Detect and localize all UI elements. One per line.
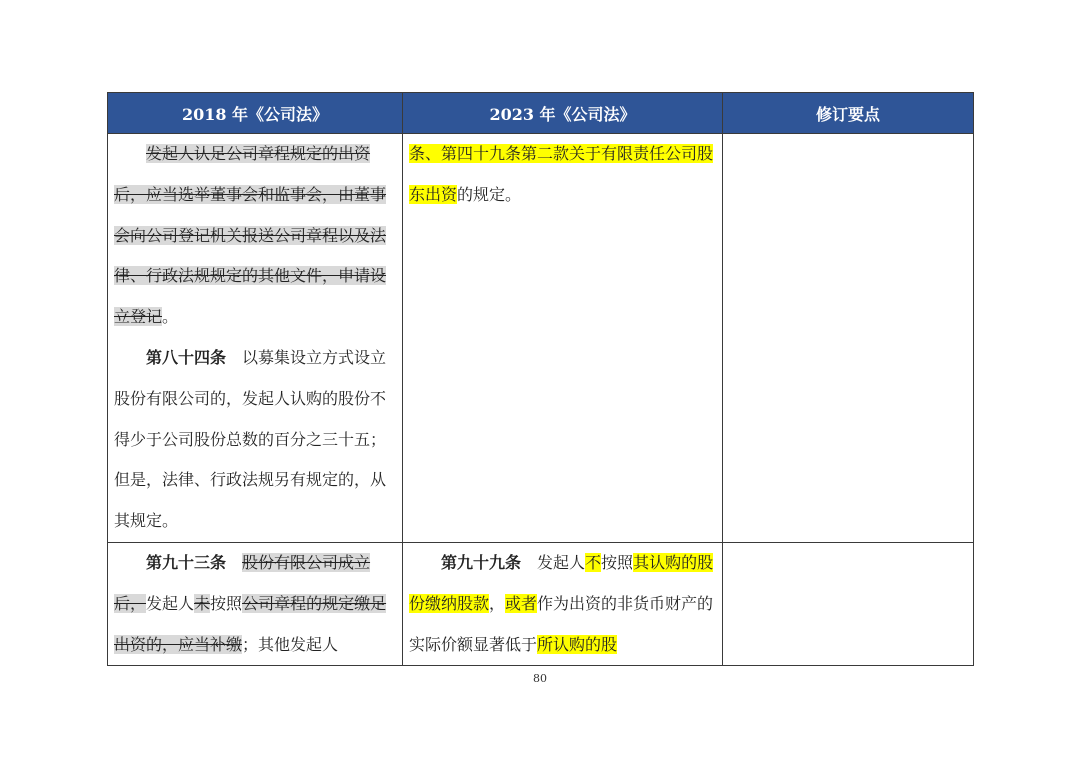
highlighted-text: 或者 — [505, 593, 538, 613]
deleted-text: 公司章程的规定缴足出资的，应当补缴 — [114, 593, 387, 654]
plain-text: 按照 — [210, 593, 243, 613]
header-2018: 2018 年《公司法》 — [108, 93, 403, 134]
spacer-text — [226, 553, 242, 572]
plain-text: 发起人 — [146, 593, 195, 613]
article-title: 第八十四条 — [146, 347, 227, 367]
table-row — [108, 542, 974, 665]
deleted-text: 发起人认足公司章程规定的出资后，应当选举董事会和监事会，由董事会向公司登记机关报送公司章程以及法律、行政法规规定的其他文件，申请设立登记 — [114, 144, 387, 327]
old-article-93 — [114, 543, 396, 665]
plain-text: 发起人 — [521, 552, 586, 572]
old-paragraph-deleted — [114, 134, 396, 338]
period: 。 — [162, 307, 179, 327]
highlighted-text: 不 — [585, 552, 602, 572]
revision-notes-cell — [723, 542, 974, 665]
old-law-cell — [108, 542, 403, 665]
comparison-table — [107, 92, 974, 666]
table-header-row — [108, 93, 974, 134]
page-number: 80 — [533, 672, 547, 685]
plain-text: 按照 — [601, 552, 634, 572]
header-2023: 2023 年《公司法》 — [403, 93, 723, 134]
article-text: 以募集设立方式设立股份有限公司的，发起人认购的股份不得少于公司股份总数的百分之三十五；但是，法律、行政法规另有规定的，从其规定。 — [114, 347, 387, 531]
plain-text: 的规定。 — [457, 184, 522, 204]
new-article-99 — [409, 543, 716, 665]
plain-text: ；其他发起人 — [242, 634, 339, 654]
new-law-cell — [403, 542, 723, 665]
highlighted-text: 条、第四十九条第二款关于有限责任公司股东出资 — [409, 144, 714, 204]
new-paragraph — [409, 134, 716, 216]
highlighted-text: 所认购的股 — [537, 634, 618, 654]
deleted-text: 股份有限公司成立后， — [114, 552, 371, 613]
header-revision-points: 修订要点 — [723, 93, 974, 134]
article-title: 第九十三条 — [146, 552, 227, 572]
article-title: 第九十九条 — [441, 552, 522, 572]
plain-text: ， — [489, 593, 506, 613]
revision-notes-cell — [723, 134, 974, 543]
old-law-cell — [108, 134, 403, 543]
deleted-text: 未 — [194, 593, 211, 613]
plain-text: 作为出资的非货币财产的实际价额显著低于 — [409, 593, 714, 654]
table-row — [108, 134, 974, 543]
new-law-cell — [403, 134, 723, 543]
old-article-84 — [114, 338, 396, 542]
highlighted-text: 其认购的股份缴纳股款 — [409, 552, 714, 613]
